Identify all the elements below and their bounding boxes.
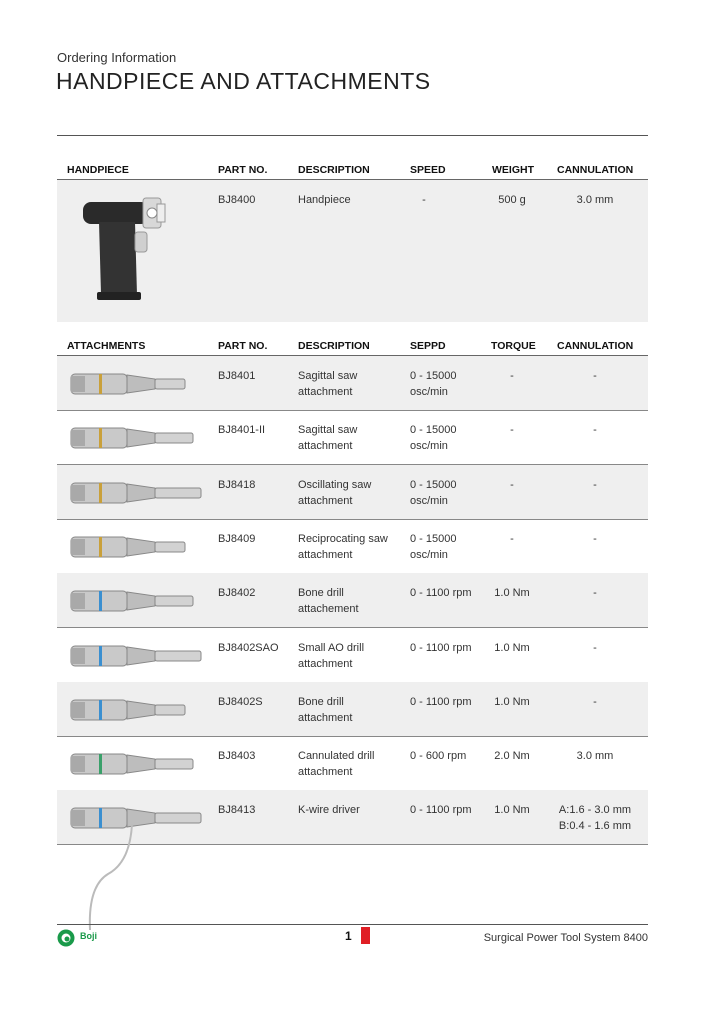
attachment-image [65, 744, 205, 784]
part-no: BJ8402SAO [218, 642, 279, 654]
part-no: BJ8401-II [218, 424, 266, 436]
speed [410, 478, 456, 509]
cannulation [553, 695, 637, 711]
description [298, 695, 352, 726]
description-line-1: Reciprocating saw [298, 533, 388, 545]
description [298, 749, 374, 780]
speed-line-1: 0 - 15000 [410, 479, 457, 491]
speed-line-2: osc/min [410, 548, 448, 561]
header-cannulation: CANNULATION [557, 164, 634, 176]
cannulation [553, 369, 637, 385]
footer-title: Surgical Power Tool System 8400 [483, 932, 648, 944]
part-no: BJ8402S [218, 696, 263, 708]
cannulation [553, 749, 637, 765]
handpiece-table-header [57, 159, 648, 179]
part-no: BJ8413 [218, 804, 256, 816]
part-no: BJ8402 [218, 587, 256, 599]
table-row [57, 410, 648, 464]
logo-text: Boji [80, 931, 97, 941]
speed: - [422, 194, 426, 206]
torque: 1.0 Nm [494, 642, 530, 654]
speed-line-2: osc/min [410, 439, 448, 452]
speed-line-1: 0 - 1100 rpm [410, 642, 472, 654]
table-row [57, 180, 648, 322]
speed [410, 641, 472, 657]
speed-line-2: osc/min [410, 494, 448, 507]
torque: 1.0 Nm [494, 587, 530, 599]
part-no: BJ8401 [218, 370, 256, 382]
cannulation [553, 423, 637, 439]
description-line-2: attachment [298, 548, 353, 561]
weight: 500 g [498, 194, 526, 206]
description [298, 369, 357, 400]
attachment-image [65, 690, 205, 730]
speed [410, 749, 466, 765]
handpiece-image [71, 190, 171, 305]
header-torque: TORQUE [491, 340, 536, 352]
part-no: BJ8409 [218, 533, 256, 545]
cannulation [553, 641, 637, 657]
cannulation [553, 478, 637, 494]
description [298, 423, 357, 454]
part-no: BJ8403 [218, 750, 256, 762]
description-line-2: attachment [298, 711, 353, 724]
attachments-table-header [57, 335, 648, 355]
speed [410, 532, 456, 563]
description [298, 641, 364, 672]
header-description: DESCRIPTION [298, 340, 370, 352]
table-row [57, 573, 648, 627]
description-line-2: attachment [298, 385, 353, 398]
attachment-image [65, 581, 205, 621]
title-rule [57, 135, 648, 136]
description-line-1: Cannulated drill [298, 750, 375, 762]
description-line-2: attachment [298, 494, 353, 507]
torque: - [510, 370, 514, 382]
header-part-no: PART NO. [218, 340, 268, 352]
cannulation-line-1: - [593, 696, 597, 708]
description-line-1: Bone drill [298, 696, 344, 708]
cannulation-line-1: - [593, 587, 597, 599]
header-description: DESCRIPTION [298, 164, 370, 176]
cannulation-line-1: - [593, 370, 597, 382]
torque: 2.0 Nm [494, 750, 530, 762]
attachment-image [65, 364, 205, 404]
description-line-2: attachment [298, 765, 353, 778]
speed-line-1: 0 - 1100 rpm [410, 587, 472, 599]
speed-line-1: 0 - 600 rpm [410, 750, 467, 762]
cannulation-line-2: B:0.4 - 1.6 mm [558, 819, 632, 832]
description [298, 586, 359, 617]
torque: 1.0 Nm [494, 696, 530, 708]
header-part-no: PART NO. [218, 164, 268, 176]
cannulation-line-1: - [593, 424, 597, 436]
torque: - [510, 479, 514, 491]
cannulation-line-1: - [593, 533, 597, 545]
table-row [57, 465, 648, 519]
description-line-1: Oscillating saw [298, 479, 372, 491]
table-row [57, 628, 648, 682]
part-no: BJ8418 [218, 479, 256, 491]
table-row [57, 682, 648, 736]
torque: - [510, 424, 514, 436]
header-cannulation: CANNULATION [557, 340, 634, 352]
description-line-1: K-wire driver [298, 804, 360, 816]
description-line-1: Bone drill [298, 587, 344, 599]
speed [410, 423, 456, 454]
page-marker [361, 927, 370, 944]
speed-line-1: 0 - 1100 rpm [410, 696, 472, 708]
torque: 1.0 Nm [494, 804, 530, 816]
cannulation [553, 803, 637, 834]
part-no: BJ8400 [218, 194, 256, 206]
description [298, 532, 388, 563]
attachment-image [65, 636, 205, 676]
speed [410, 803, 472, 819]
row-divider [57, 844, 648, 845]
speed-line-1: 0 - 15000 [410, 533, 457, 545]
torque: - [510, 533, 514, 545]
description-line-2: attachment [298, 439, 353, 452]
footer-rule [57, 924, 648, 925]
cannulation [553, 532, 637, 548]
description-line-1: Sagittal saw [298, 424, 358, 436]
speed-line-1: 0 - 15000 [410, 424, 457, 436]
header-speed: SPEED [410, 164, 446, 176]
table-row [57, 519, 648, 573]
cannulation-line-1: 3.0 mm [576, 750, 614, 762]
attachment-image [65, 527, 205, 567]
page-title: HANDPIECE AND ATTACHMENTS [56, 68, 431, 94]
page-number: 1 [345, 929, 352, 943]
description-line-1: Sagittal saw [298, 370, 358, 382]
header-weight: WEIGHT [492, 164, 534, 176]
description-line-1: Small AO drill [298, 642, 365, 654]
header-attachments: ATTACHMENTS [67, 340, 146, 352]
header-handpiece: HANDPIECE [67, 164, 129, 176]
table-row [57, 790, 648, 844]
speed [410, 369, 456, 400]
cannulation [553, 586, 637, 602]
page-subtitle: Ordering Information [57, 50, 177, 65]
attachment-image [65, 473, 205, 513]
table-row [57, 356, 648, 410]
speed-line-1: 0 - 15000 [410, 370, 457, 382]
description [298, 478, 371, 509]
speed [410, 695, 472, 711]
description: Handpiece [298, 194, 351, 206]
speed-line-1: 0 - 1100 rpm [410, 804, 472, 816]
kwire-cable-image [80, 822, 140, 930]
description [298, 803, 360, 819]
cannulation: 3.0 mm [576, 194, 614, 206]
header-speed: SEPPD [410, 340, 446, 352]
speed [410, 586, 472, 602]
speed-line-2: osc/min [410, 385, 448, 398]
description-line-2: attachment [298, 657, 353, 670]
cannulation-line-1: A:1.6 - 3.0 mm [558, 804, 632, 816]
description-line-2: attachement [298, 602, 359, 615]
cannulation-line-1: - [593, 479, 597, 491]
attachment-image [65, 418, 205, 458]
table-row [57, 736, 648, 790]
cannulation-line-1: - [593, 642, 597, 654]
